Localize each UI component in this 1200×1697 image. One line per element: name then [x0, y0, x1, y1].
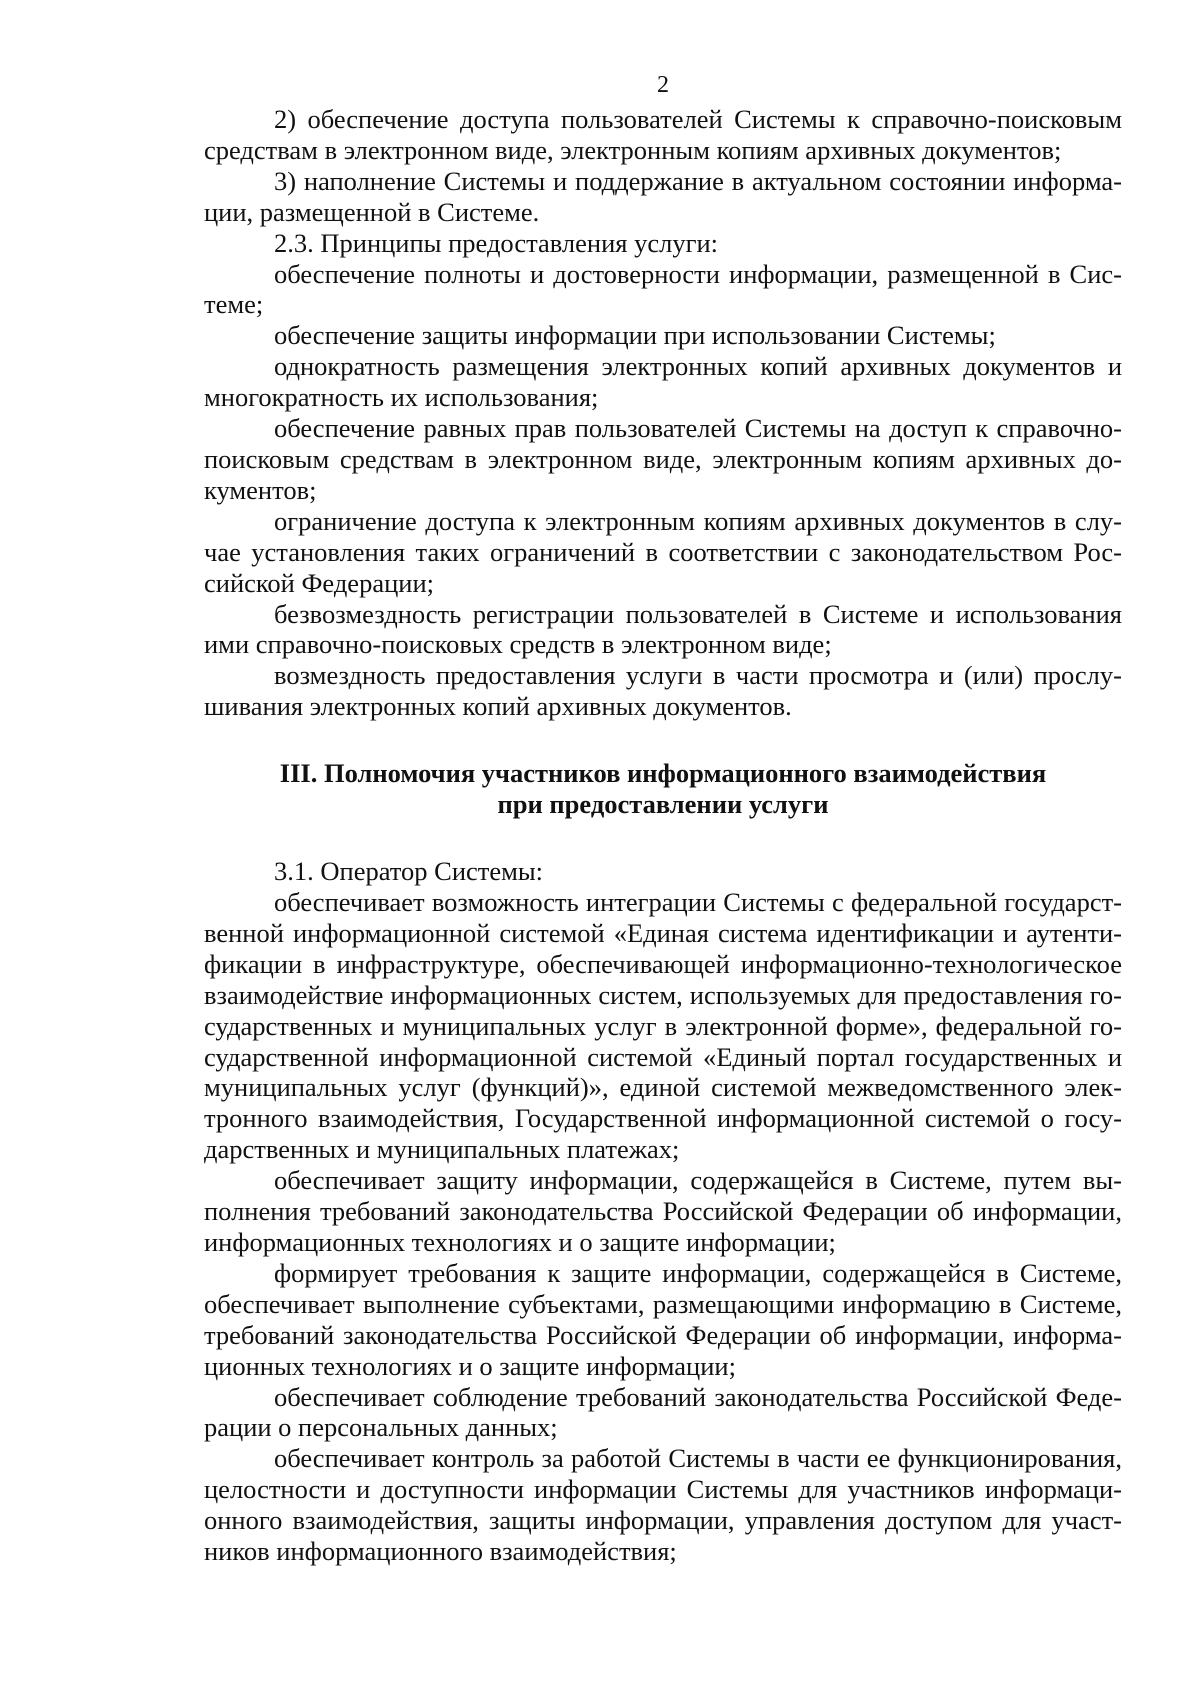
paragraph-principle-paid-service: возмездность предоставления услуги в части просмотра и (или) прослушивания электронных копий архивных документов. — [204, 660, 1122, 722]
paragraph-principle-single-placement: однократность размещения электронных копий архивных документов и многократность их использования; — [204, 351, 1122, 413]
paragraph-principle-free-registration: безвозмездность регистрации пользователей в Системе и использования ими справочно-поисковых средств в электронном виде; — [204, 598, 1122, 660]
paragraph-item-2: 2) обеспечение доступа пользователей Системы к справочно-поисковым средствам в электронном виде, электронным копиям архивных документов; — [204, 104, 1122, 165]
principles-block — [204, 104, 1122, 722]
section-heading — [204, 758, 1122, 820]
paragraph-operator-personal-data: обеспечивает соблюдение требований законодательства Российской Федерации о персональных данных; — [204, 1381, 1122, 1443]
section-heading-line-1: III. Полномочия участников информационного взаимодействия — [279, 758, 1047, 789]
paragraph-operator-protection: обеспечивает защиту информации, содержащейся в Системе, путем выполнения требований законодательства Российской Федерации об информации, информационных технологиях и о защите информации; — [204, 1165, 1122, 1257]
paragraph-principle-completeness: обеспечение полноты и достоверности информации, размещенной в Системе; — [204, 258, 1122, 320]
paragraph-item-3: 3) наполнение Системы и поддержание в актуальном состоянии информации, размещенной в Системе. — [204, 165, 1122, 227]
paragraph-operator-control: обеспечивает контроль за работой Системы в части ее функционирования, целостности и доступности информации Системы для участников информационного взаимодействия, защиты информации, управления доступом для участников информационного взаимодействия; — [204, 1443, 1122, 1567]
paragraph-principles-title: 2.3. Принципы предоставления услуги: — [274, 227, 718, 258]
operator-powers-block — [204, 856, 1122, 1567]
document-page — [204, 70, 1122, 1567]
paragraph-principle-equal-rights: обеспечение равных прав пользователей Системы на доступ к справочно-поисковым средствам в электронном виде, электронным копиям архивных документов; — [204, 413, 1122, 505]
paragraph-operator-title: 3.1. Оператор Системы: — [274, 856, 544, 887]
paragraph-principle-access-restriction: ограничение доступа к электронным копиям архивных документов в случае установления таких ограничений в соответствии с законодательством Российской Федерации; — [204, 505, 1122, 598]
paragraph-operator-requirements: формирует требования к защите информации, содержащейся в Системе, обеспечивает выполнение субъектами, размещающими информацию в Системе, требований законодательства Российской Федерации об информации, информационных технологиях и о защите информации; — [204, 1257, 1122, 1381]
paragraph-principle-protection: обеспечение защиты информации при использовании Системы; — [274, 320, 996, 351]
paragraph-operator-integration: обеспечивает возможность интеграции Системы с федеральной государственной информационной системой «Единая система идентификации и аутентификации в инфраструктуре, обеспечивающей информационно-технологическое взаимодействие информационных систем, используемых для предоставления государственных и муниципальных услуг в электронной форме», федеральной государственной информационной системой «Единый портал государственных и муниципальных услуг (функций)», единой системой межведомственного электронного взаимодействия, Государственной информационной системой о государственных и муниципальных платежах; — [204, 887, 1122, 1165]
section-heading-line-2: при предоставлении услуги — [497, 789, 829, 820]
page-number: 2 — [657, 72, 669, 98]
